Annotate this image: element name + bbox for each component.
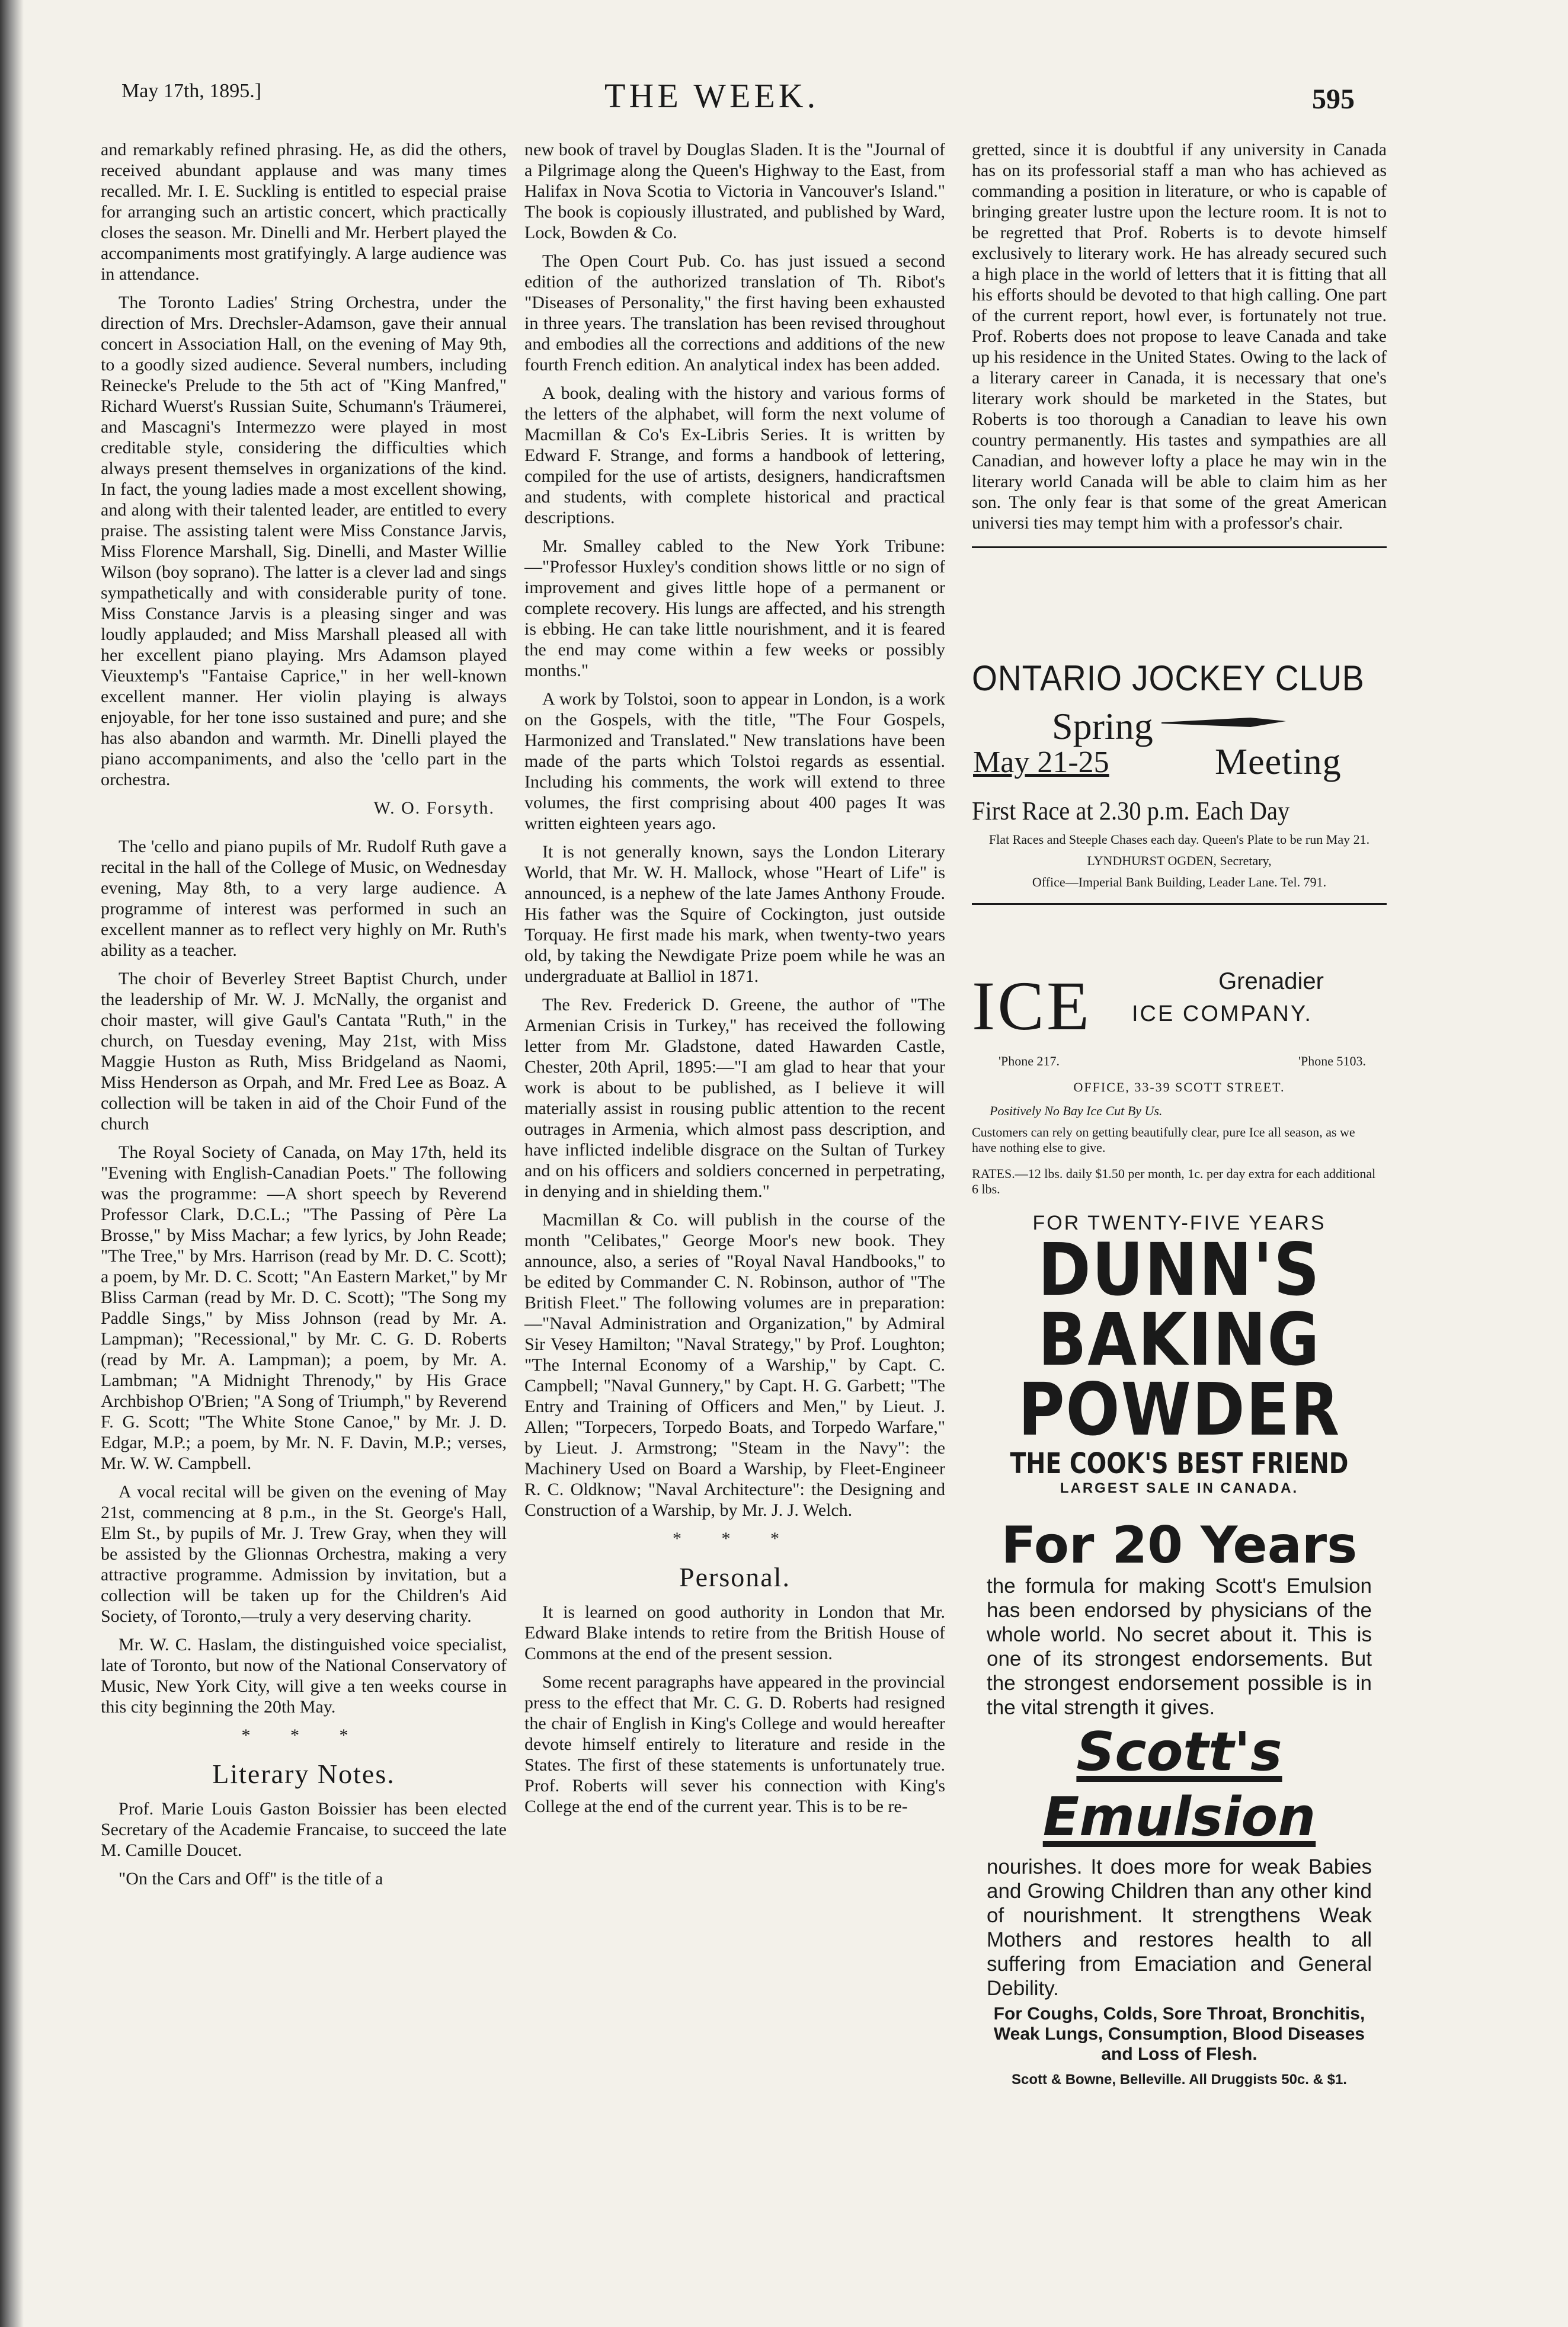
ad-largest-sale: LARGEST SALE IN CANADA. xyxy=(1060,1480,1299,1496)
ad-footer: Scott & Bowne, Belleville. All Druggists 50c. & $1. xyxy=(1012,2072,1347,2088)
article-paragraph: A vocal recital will be given on the evening of May 21st, commencing at 8 p.m., in the St. George's Hall, Elm St., by pupils of Mr. J. Trew Gray, when they will be assisted by the Glionnas Orchestra, making a very attractive programme. Admission by invitation, but a collection will be taken up for the Children's Aid Society, of Toronto,—truly a very deserving charity. xyxy=(101,1482,507,1626)
article-paragraph: The choir of Beverley Street Baptist Church, under the leadership of Mr. W. J. McNally, the organist and choir master, will give Gaul's Cantata "Ruth," in the church, on Tuesday evening, May 21st, with Miss Maggie Huston as Ruth, Miss Bridgeland as Naomi, Miss Henderson as Orpah, and Mr. Fred Lee as Boaz. A collection will be taken in aid of the Choir Fund of the church xyxy=(101,969,507,1134)
ad-ice-word: ICE xyxy=(972,967,1092,1045)
ad-body: nourishes. It does more for weak Babies and Growing Children than any other kind of nourishment. It strengthens Weak Mothers and restores health to all suffering from Emaciation and General Debility. xyxy=(987,1855,1372,2000)
article-paragraph: The Rev. Frederick D. Greene, the author of "The Armenian Crisis in Turkey," has received the following letter from Mr. Gladstone, dated Hawarden Castle, Chester, 20th April, 1895:—"I am glad to hear that your work is about to be published, as I believe it will materially assist in rousing public attention to the recent outrages in Armenia, which almost pass description, and have inflicted indelible disgrace on the Sultan of Turkey and on his officers and soldiers concerned in perpetrating, in denying and in shielding them." xyxy=(524,995,945,1201)
ad-slogan: THE COOK'S BEST FRIEND xyxy=(1010,1447,1349,1480)
ad-rule xyxy=(972,903,1387,905)
ad-headline: For 20 Years xyxy=(1001,1516,1358,1575)
article-paragraph: Some recent paragraphs have appeared in the provincial press to the effect that Mr. C. G. D. Roberts had resigned the chair of English in King's College and would hereafter devote himself entirely to literature and reside in the States. The first of these statements is unfortunately true. Prof. Roberts will sever his connection with King's College at the end of the current year. This is to be re- xyxy=(524,1672,945,1816)
page-number: 595 xyxy=(1312,84,1355,115)
ad-word-powder: POWDER xyxy=(1017,1368,1341,1452)
ad-dunns-baking-powder xyxy=(972,1212,1387,1497)
ad-scotts-emulsion xyxy=(987,1517,1372,2088)
article-paragraph: The 'cello and piano pupils of Mr. Rudolf Ruth gave a recital in the hall of the College of Music, on Wednesday evening, May 8th, to a very large audience. A programme of interest was performed in such an excellent manner as to reflect very highly on Mr. Ruth's ability as a teacher. xyxy=(101,837,507,960)
article-paragraph: "On the Cars and Off" is the title of a xyxy=(119,1869,383,1889)
ad-customers: Customers can rely on getting beautifully clear, pure Ice all season, as we have nothing else to give. xyxy=(972,1125,1355,1155)
ad-brand-scotts: Scott's xyxy=(1076,1721,1282,1783)
article-paragraph: Prof. Marie Louis Gaston Boissier has been elected Secretary of the Academie Francaise, to succeed the late M. Camille Doucet. xyxy=(101,1799,507,1860)
binding-shadow xyxy=(0,0,24,2327)
ad-first-race: First Race at 2.30 p.m. Each Day xyxy=(972,796,1290,825)
article-paragraph: A book, dealing with the history and various forms of the letters of the alphabet, will form the next volume of Macmillan & Co's Ex-Libris Series. It is written by Edward F. Strange, and forms a handbook of lettering, compiled for the use of artists, designers, handicraftsmen and students, with complete historical and practical descriptions. xyxy=(524,383,945,527)
article-paragraph: Mr. W. C. Haslam, the distinguished voice specialist, late of Toronto, but now of the National Conservatory of Music, New York City, will give a ten weeks course in this city beginning the 20th May. xyxy=(101,1635,507,1717)
article-paragraph: The Royal Society of Canada, on May 17th, held its "Evening with English-Canadian Poets." The following was the programme: —A short speech by Reverend Professor Clark, D.C.L.; "The Passing of Père La Brosse," by Miss Machar; a few lyrics, by John Reade; "The Tree," by Mrs. Harrison (read by Mr. D. C. Scott); a poem, by Mr. D. C. Scott; "An Eastern Market," by Mr Bliss Carman (read by Mr. D. C. Scott); "The Song my Paddle Sings," by Miss Johnson (read by Mr. A. Lampman); "Recessional," by Mr. C. G. D. Roberts (read by Mr. A. Lampman); a poem, by Mr. A. Lambman; "A Midnight Threnody," by His Grace Archbishop O'Brien; "A Song of Triumph," by Reverend F. G. Scott; "The White Stone Canoe," by Mr. J. D. Edgar, M.P.; a poem, by Mr. N. F. Davin, M.P.; verses, Mr. W. W. Campbell. xyxy=(101,1142,507,1473)
masthead-title: THE WEEK. xyxy=(604,76,820,115)
ad-phone-left: 'Phone 217. xyxy=(999,1054,1060,1068)
article-paragraph: A work by Tolstoi, soon to appear in London, is a work on the Gospels, with the title, "The Four Gospels, Harmonized and Translated." New translations have been made of the parts which Tolstoi regards as essential. Including his comments, the work will extend to three volumes, the first comprising about 400 pages It was written eighteen years ago. xyxy=(524,689,945,833)
article-paragraph: Mr. Smalley cabled to the New York Tribune:—"Professor Huxley's condition shows little or no sign of improvement and gives little hope of a permanent or complete recovery. His lungs are affected, and his strength is ebbing. He can take little nourishment, and it is feared the end may come within a few weeks or possibly months." xyxy=(524,536,945,680)
ad-phone-right: 'Phone 5103. xyxy=(1298,1054,1366,1068)
article-paragraph: and remarkably refined phrasing. He, as did the others, received abundant applause and was many times recalled. Mr. I. E. Suckling is entitled to especial praise for arranging such an artistic concert, which practically closes the season. Mr. Dinelli and Mr. Herbert played the accompaniments most gratifyingly. A large audience was in attendance. xyxy=(101,140,507,284)
ad-rates: RATES.—12 lbs. daily $1.50 per month, 1c. per day extra for each additional 6 lbs. xyxy=(972,1166,1376,1196)
article-paragraph: It is learned on good authority in London that Mr. Edward Blake intends to retire from the British House of Commons at the end of the present session. xyxy=(524,1602,945,1663)
article-paragraph: The Open Court Pub. Co. has just issued a second edition of the authorized translation of Th. Ribot's "Diseases of Personality," the first having been exhausted in three years. The translation has been revised throughout and embodies all the corrections and additions of the new fourth French edition. An analytical index has been added. xyxy=(524,251,945,375)
issue-date: May 17th, 1895.] xyxy=(121,80,262,102)
section-divider-stars: * * * xyxy=(241,1726,366,1745)
ad-meeting-label: Meeting xyxy=(1215,742,1342,782)
article-paragraph: It is not generally known, says the London Literary World, that Mr. W. H. Mallock, whose "Heart of Life" is announced, is a nephew of the late James Anthony Froude. His father was the Squire of Cockington, just outside Torquay. He first made his mark, when twenty-two years old, by taking the Newdigate Prize poem while he was an undergraduate at Balliol in 1871. xyxy=(524,842,945,986)
ad-positively: Positively No Bay Ice Cut By Us. xyxy=(990,1103,1163,1118)
ad-phones xyxy=(999,1054,1366,1069)
ad-dates-row xyxy=(972,742,1387,791)
ad-ontario-jockey-club xyxy=(972,658,1387,918)
ad-secretary: LYNDHURST OGDEN, Secretary, xyxy=(1087,853,1272,868)
column-rule xyxy=(972,546,1387,548)
article-paragraph: gretted, since it is doubtful if any university in Canada has on its professorial staff a man who has achieved as commanding a position in literature, or who is capable of bringing greater lustre upon the lecture room. It is not to be regretted that Prof. Roberts is to devote himself exclusively to literary work. He has already secured such a high place in the world of letters that it is fitting that all his efforts should be devoted to that high calling. One part of the current report, howl ever, is fortunately not true. Prof. Roberts does not propose to leave Canada and take up his residence in the United States. Owing to the lack of a literary career in Canada, it is necessary that one's literary work should be marketed in the States, but Roberts is too thorough a Canadian to leave his own country permanently. His tastes and sympathies are all Canadian, and however lofty a place he may win in the literary world Canada will be able to claim him as her son. The only fear is that some of the great American universi ties may tempt him with a professor's chair. xyxy=(972,140,1387,533)
ad-dates: May 21-25 xyxy=(973,745,1109,779)
ad-company: ICE COMPANY. xyxy=(1132,1001,1313,1026)
ad-spring-row xyxy=(972,699,1387,745)
ad-grenadier: Grenadier xyxy=(1218,968,1324,994)
ad-remedies: For Coughs, Colds, Sore Throat, Bronchitis, Weak Lungs, Consumption, Blood Diseases and Loss of Flesh. xyxy=(993,2004,1365,2064)
ad-top-line: FOR TWENTY-FIVE YEARS xyxy=(1032,1212,1326,1234)
article-paragraph: new book of travel by Douglas Sladen. It is the "Journal of a Pilgrimage along the Queen's Highway to the East, from Halifax in Nova Scotia to Victoria in Vancouver's Island." The book is copiously illustrated, and published by Ward, Lock, Bowden & Co. xyxy=(524,140,945,242)
column-middle xyxy=(524,139,945,1825)
ad-body: the formula for making Scott's Emulsion has been endorsed by physicians of the whole world. No secret about it. This is one of its strongest endorsements. But the strongest endorsement possible is in the vital strength it gives. xyxy=(987,1574,1372,1719)
ad-detail: Flat Races and Steeple Chases each day. Queen's Plate to be run May 21. xyxy=(988,832,1370,847)
ad-word-baking: BAKING xyxy=(1038,1298,1321,1382)
ad-office: Office—Imperial Bank Building, Leader Lane. Tel. 791. xyxy=(1032,875,1327,889)
column-left xyxy=(101,139,507,1897)
signature: W. O. Forsyth. xyxy=(373,798,495,818)
arrow-icon xyxy=(1161,715,1286,728)
section-heading: Personal. xyxy=(679,1562,791,1592)
ad-title: ONTARIO JOCKEY CLUB xyxy=(972,658,1365,698)
ad-brand-emulsion: Emulsion xyxy=(1042,1786,1316,1848)
section-divider-stars: * * * xyxy=(673,1529,797,1548)
ad-word-dunns: DUNN'S xyxy=(1038,1228,1321,1312)
ad-spring-label: Spring xyxy=(1052,705,1153,747)
section-heading: Literary Notes. xyxy=(212,1759,395,1789)
column-right xyxy=(972,139,1387,561)
ad-office: OFFICE, 33-39 SCOTT STREET. xyxy=(1073,1080,1285,1094)
article-paragraph: The Toronto Ladies' String Orchestra, under the direction of Mrs. Drechsler-Adamson, gave their annual concert in Association Hall, on the evening of May 9th, to a goodly sized audience. Several numbers, including Reinecke's Prelude to the 5th act of "King Manfred," Richard Wuerst's Russian Suite, Schumann's Träumerei, and Mascagni's Intermezzo were played in most creditable style, considering the difficulties which always present themselves in organizations of the kind. In fact, the young ladies made a most excellent showing, and along with their talented leader, are entitled to every praise. The assisting talent were Miss Constance Jarvis, Miss Florence Marshall, Sig. Dinelli, and Master Willie Wilson (boy soprano). The latter is a clever lad and sings sympathetically and with considerable purity of tone. Miss Constance Jarvis is a pleasing singer and was loudly applauded; and Miss Marshall pleased all with her excellent piano playing. Mrs Adamson played Vieuxtemp's "Fantaise Caprice," in her well-known excellent manner. Her violin playing is always enjoyable, for her tone isso sustained and pure; and she has also abandon and warmth. Mr. Dinelli played the piano accompaniments, and also the 'cello part in the orchestra. xyxy=(101,293,507,789)
article-paragraph: Macmillan & Co. will publish in the course of the month "Celibates," George Moor's new book. They announce, also, a series of "Royal Naval Handbooks," to be edited by Commander C. N. Robinson, author of "The British Fleet." The following volumes are in preparation:—"Naval Administration and Organization," by Admiral Sir Vesey Hamilton; "Naval Strategy," by Prof. Loughton; "The Internal Economy of a Warship," by Capt. C. Campbell; "Naval Gunnery," by Capt. H. G. Garbett; "The Entry and Training of Officers and Men," by Lieut. J. Allen; "Torpecers, Torpedo Boats, and Torpedo Warfare," by Lieut. J. Armstrong; "Steam in the Navy": the Machinery Used on Board a Warship, by Fleet-Engineer R. C. Oldknow; "Naval Architecture": the Designing and Construction of a Warship, by Mr. J. J. Welch. xyxy=(524,1210,945,1520)
